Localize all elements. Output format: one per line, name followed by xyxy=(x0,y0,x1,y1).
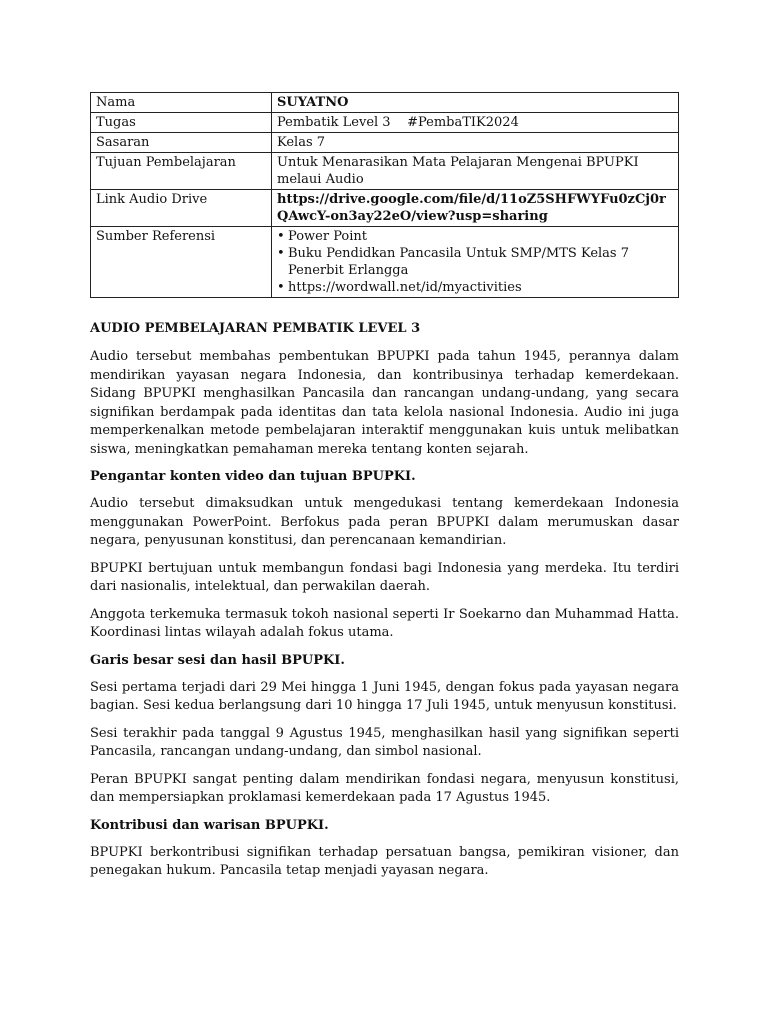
label-sasaran: Sasaran xyxy=(91,133,272,153)
table-row-sasaran xyxy=(91,133,679,153)
info-table xyxy=(90,92,679,298)
value-tugas: Pembatik Level 3 #PembaTIK2024 xyxy=(272,113,679,133)
paragraph: Sesi terakhir pada tanggal 9 Agustus 1945, menghasilkan hasil yang signifikan seperti Pancasila, rancangan undang-undang, dan simbol nasional. xyxy=(90,725,679,759)
label-link: Link Audio Drive xyxy=(91,190,272,227)
paragraph: Peran BPUPKI sangat penting dalam mendirikan fondasi negara, menyusun konstitusi, dan mempersiapkan proklamasi kemerdekaan pada 17 Agustus 1945. xyxy=(90,771,679,805)
paragraph: Sesi pertama terjadi dari 29 Mei hingga 1 Juni 1945, dengan fokus pada yayasan negara bagian. Sesi kedua berlangsung dari 10 hingga 17 Juli 1945, untuk menyusun konstitusi. xyxy=(90,679,679,713)
reference-list xyxy=(277,228,674,296)
table-row-tugas xyxy=(91,113,679,133)
value-nama: SUYATNO xyxy=(272,93,679,113)
table-row-nama xyxy=(91,93,679,113)
paragraph: Anggota terkemuka termasuk tokoh nasional seperti Ir Soekarno dan Muhammad Hatta. Koordinasi lintas wilayah adalah fokus utama. xyxy=(90,606,679,640)
paragraph: Audio tersebut dimaksudkan untuk mengedukasi tentang kemerdekaan Indonesia menggunakan PowerPoint. Berfokus pada peran BPUPKI dalam merumuskan dasar negara, penyusunan konstitusi, dan perencanaan kemandirian. xyxy=(90,496,679,548)
table-row-tujuan xyxy=(91,153,679,190)
document-title: AUDIO PEMBELAJARAN PEMBATIK LEVEL 3 xyxy=(90,321,421,336)
reference-item: • Power Point xyxy=(277,228,674,245)
label-tugas: Tugas xyxy=(91,113,272,133)
table-row-sumber xyxy=(91,227,679,298)
section-heading: Pengantar konten video dan tujuan BPUPKI. xyxy=(90,469,416,484)
value-tujuan: Untuk Menarasikan Mata Pelajaran Mengenai BPUPKI melaui Audio xyxy=(272,153,679,190)
value-sumber xyxy=(272,227,679,298)
reference-item: • https://wordwall.net/id/myactivities xyxy=(277,279,674,296)
label-sumber: Sumber Referensi xyxy=(91,227,272,298)
section-heading: Garis besar sesi dan hasil BPUPKI. xyxy=(90,652,345,668)
label-nama: Nama xyxy=(91,93,272,113)
paragraph: BPUPKI bertujuan untuk membangun fondasi bagi Indonesia yang merdeka. Itu terdiri dari nasionalis, intelektual, dan perwakilan daerah. xyxy=(90,560,679,594)
intro-paragraph: Audio tersebut membahas pembentukan BPUPKI pada tahun 1945, perannya dalam mendirikan yayasan negara Indonesia, dan kontribusinya terhadap kemerdekaan. Sidang BPUPKI menghasilkan Pancasila dan rancangan undang-undang, yang secara signifikan berdampak pada identitas dan tata kelola nasional Indonesia. Audio ini juga memperkenalkan metode pembelajaran interaktif menggunakan kuis untuk melibatkan siswa, meningkatkan pemahaman mereka tentang konten sejarah. xyxy=(90,349,679,457)
label-tujuan: Tujuan Pembelajaran xyxy=(91,153,272,190)
document-body xyxy=(90,320,679,890)
reference-item: • Buku Pendidkan Pancasila Untuk SMP/MTS Kelas 7 Penerbit Erlangga xyxy=(277,245,674,279)
section-heading: Kontribusi dan warisan BPUPKI. xyxy=(90,817,329,833)
audio-drive-link[interactable]: https://drive.google.com/file/d/11oZ5SHFWYFu0zCj0rQAwcY-on3ay22eO/view?usp=sharing xyxy=(272,190,679,227)
paragraph: BPUPKI berkontribusi signifikan terhadap persatuan bangsa, pemikiran visioner, dan penegakan hukum. Pancasila tetap menjadi yayasan negara. xyxy=(90,844,679,878)
table-row-link xyxy=(91,190,679,227)
value-sasaran: Kelas 7 xyxy=(272,133,679,153)
